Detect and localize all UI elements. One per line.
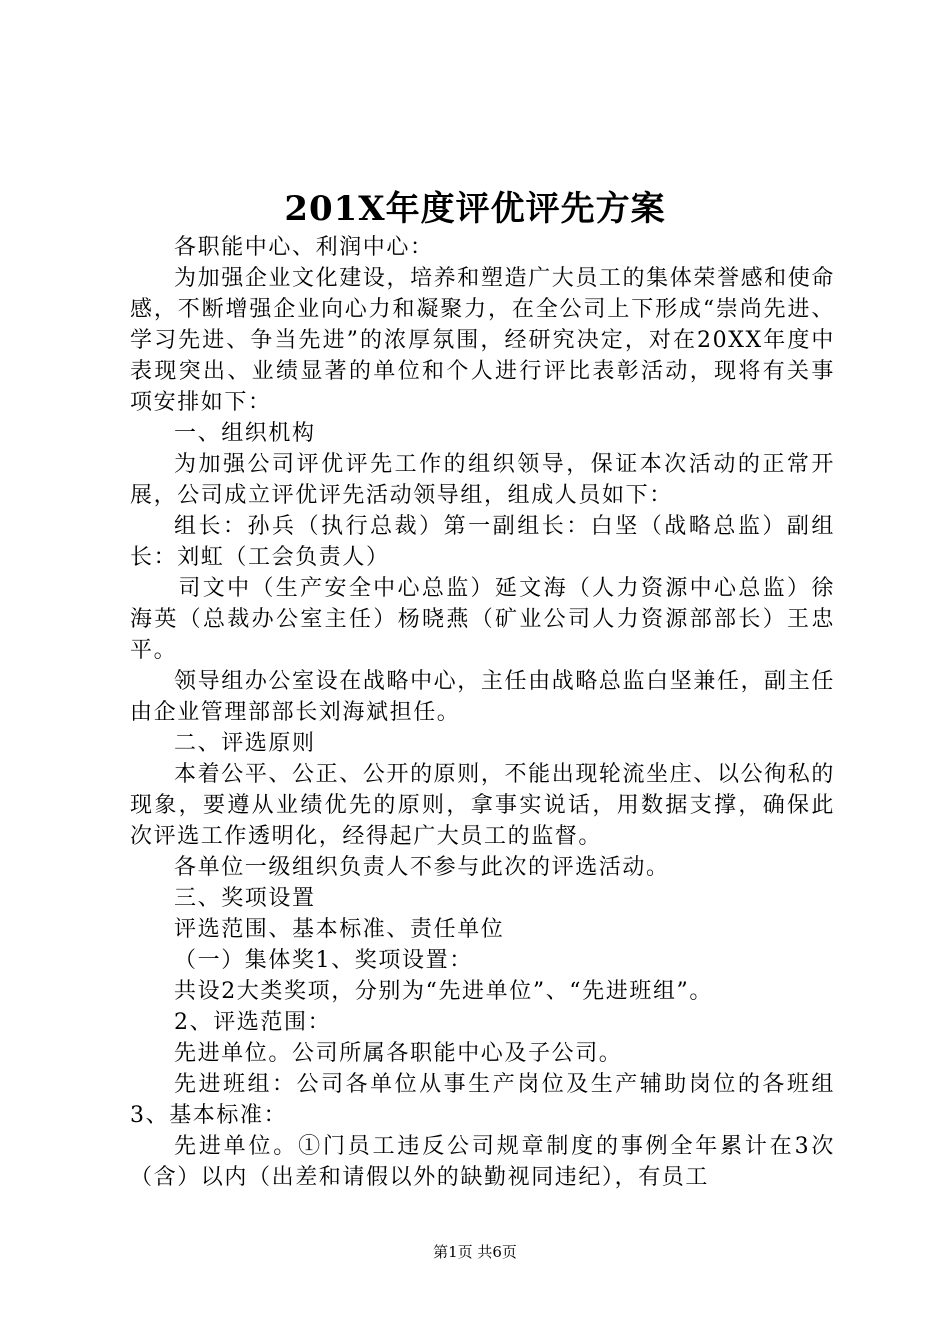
section-heading-organization: 一、组织机构 (174, 421, 316, 446)
scope-heading: 2、评选范围： (174, 1010, 332, 1035)
leaders-paragraph: 组长：孙兵（执行总裁）第一副组长：白坚（战略总监）副组长：刘虹（工会负责人） (130, 514, 835, 570)
salutation: 各职能中心、利润中心： (174, 235, 434, 260)
intro-paragraph: 为加强企业文化建设，培养和塑造广大员工的集体荣誉感和使命感，不断增强企业向心力和凝聚力，在全公司上下形成“崇尚先进、学习先进、争当先进”的浓厚氛围，经研究决定，对在20XX年度中表现突出、业绩显著的单位和个人进行评比表彰活动，现将有关事项安排如下： (130, 266, 835, 415)
advanced-unit-scope: 先进单位。公司所属各职能中心及子公司。 (174, 1041, 623, 1066)
page-number-footer: 第1页 共6页 (433, 1243, 517, 1261)
principles-paragraph: 本着公平、公正、公开的原则，不能出现轮流坐庄、以公徇私的现象，要遵从业绩优先的原则，拿事实说话，用数据支撑，确保此次评选工作透明化，经得起广大员工的监督。 (130, 762, 835, 849)
advanced-team-scope: 先进班组：公司各单位从事生产岗位及生产辅助岗位的各班组3、基本标准： (130, 1072, 835, 1128)
document-body (130, 232, 835, 1193)
advanced-unit-standard: 先进单位。①门员工违反公司规章制度的事例全年累计在3次（含）以内（出差和请假以外的缺勤视同违纪），有员工 (130, 1134, 835, 1190)
members-paragraph: 司文中（生产安全中心总监）延文海（人力资源中心总监）徐海英（总裁办公室主任）杨晓燕（矿业公司人力资源部部长）王忠平。 (130, 576, 835, 663)
award-categories-paragraph: 共设2大类奖项，分别为“先进单位”、“先进班组”。 (174, 979, 713, 1004)
section-heading-principles: 二、评选原则 (174, 731, 316, 756)
section-heading-awards: 三、奖项设置 (174, 886, 316, 911)
exclusion-paragraph: 各单位一级组织负责人不参与此次的评选活动。 (174, 855, 670, 880)
awards-subheading: 评选范围、基本标准、责任单位 (174, 917, 505, 942)
organization-paragraph: 为加强公司评优评先工作的组织领导，保证本次活动的正常开展，公司成立评优评先活动领导组，组成人员如下： (130, 452, 835, 508)
office-paragraph: 领导组办公室设在战略中心，主任由战略总监白坚兼任，副主任由企业管理部部长刘海斌担任。 (130, 669, 835, 725)
collective-award-heading: （一）集体奖1、奖项设置： (174, 948, 473, 973)
document-title: 201X年度评优评先方案 (284, 189, 666, 229)
